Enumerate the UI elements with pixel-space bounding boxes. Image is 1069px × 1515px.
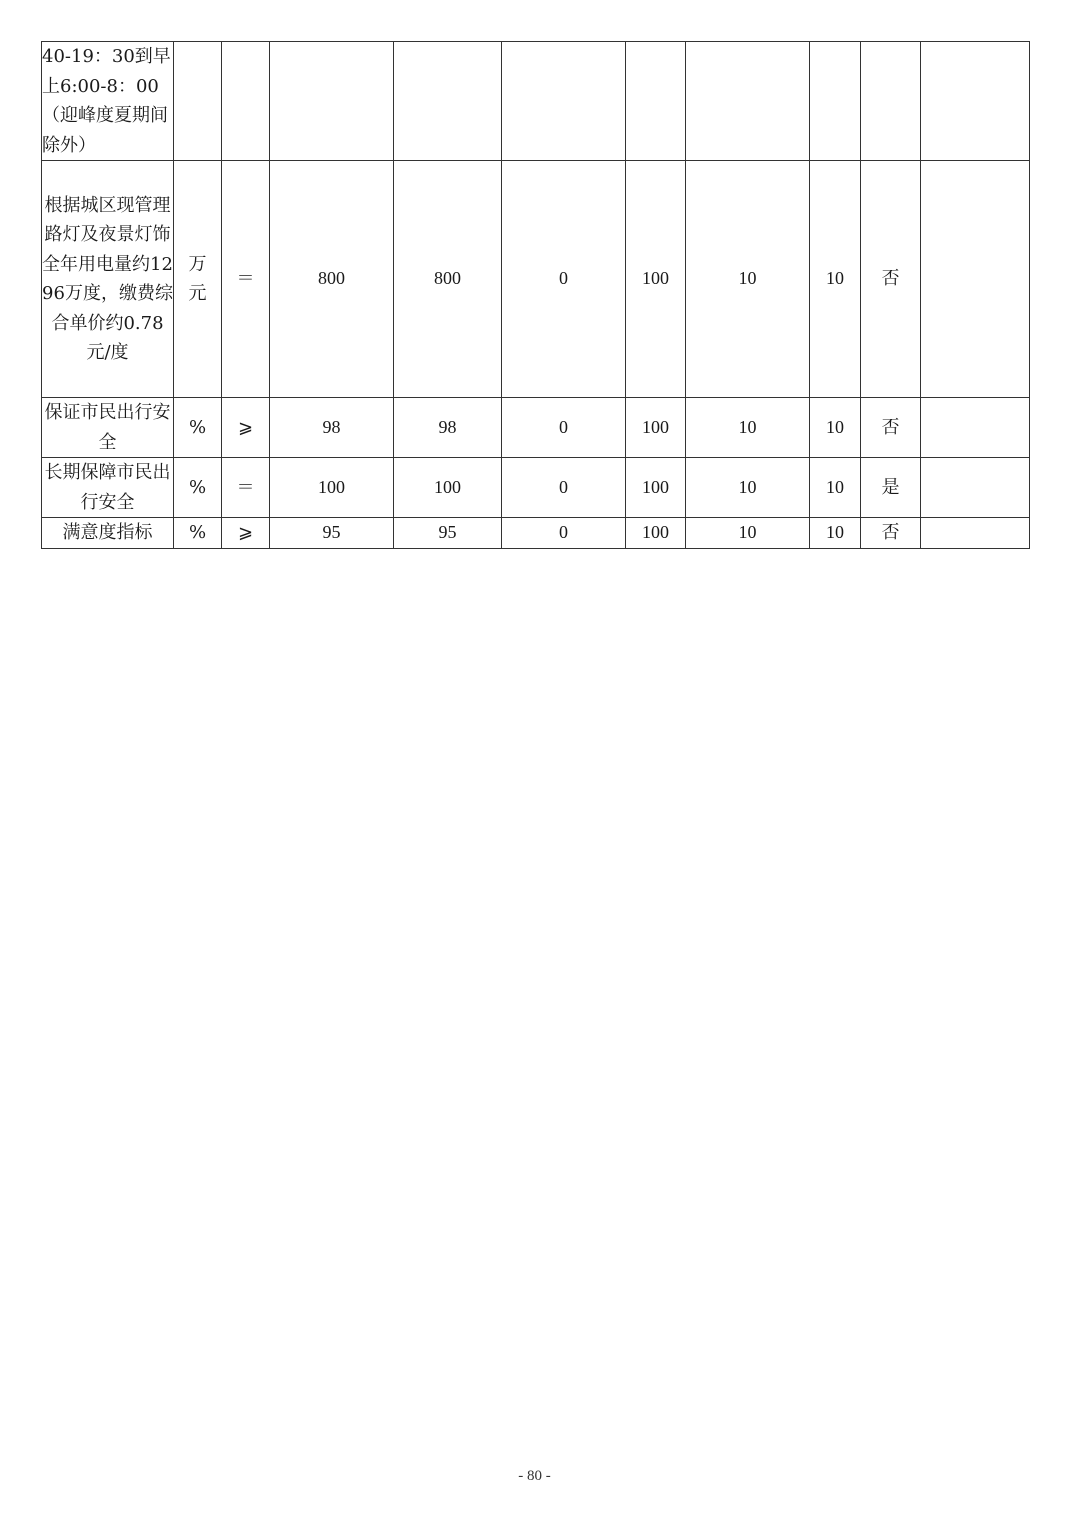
full-score-cell: 10 — [686, 518, 810, 549]
score-cell — [810, 42, 861, 161]
actual-value-cell: 98 — [394, 398, 502, 458]
table-row — [42, 398, 1030, 458]
core-indicator-cell: 否 — [861, 161, 921, 398]
indicator-description-cell — [42, 398, 174, 458]
performance-indicator-table — [41, 41, 1030, 549]
remark-cell — [921, 518, 1030, 549]
annual-target-cell: 95 — [270, 518, 394, 549]
deviation-cell: 0 — [502, 518, 626, 549]
table-row — [42, 161, 1030, 398]
deviation-cell: 0 — [502, 398, 626, 458]
full-score-cell: 10 — [686, 161, 810, 398]
indicator-description-cell — [42, 161, 174, 398]
deviation-cell — [502, 42, 626, 161]
annual-target-cell: 98 — [270, 398, 394, 458]
actual-value-cell — [394, 42, 502, 161]
deviation-cell: 0 — [502, 161, 626, 398]
indicator-description: 保证市民出行安全 — [44, 402, 171, 453]
weight-cell: 100 — [626, 161, 686, 398]
remark-cell — [921, 161, 1030, 398]
operator-cell: ⩾ — [222, 518, 270, 549]
indicator-description: 长期保障市民出行安全 — [44, 462, 171, 513]
remark-cell — [921, 398, 1030, 458]
unit-cell — [174, 161, 222, 398]
table-row — [42, 42, 1030, 161]
score-cell: 10 — [810, 161, 861, 398]
indicator-description: 满意度指标 — [62, 522, 153, 544]
indicator-description: 40-19：30到早上6:00-8：00（迎峰度夏期间除外） — [42, 46, 171, 156]
operator-cell — [222, 42, 270, 161]
page-number: - 80 - — [518, 1468, 551, 1484]
table-row — [42, 518, 1030, 549]
actual-value-cell: 100 — [394, 458, 502, 518]
indicator-description-cell — [42, 458, 174, 518]
operator-cell: ⩾ — [222, 398, 270, 458]
operator-cell: ＝ — [222, 161, 270, 398]
weight-cell — [626, 42, 686, 161]
annual-target-cell: 100 — [270, 458, 394, 518]
core-indicator-cell — [861, 42, 921, 161]
core-indicator-cell: 否 — [861, 518, 921, 549]
core-indicator-cell: 否 — [861, 398, 921, 458]
unit-cell — [174, 42, 222, 161]
annual-target-cell: 800 — [270, 161, 394, 398]
actual-value-cell: 95 — [394, 518, 502, 549]
weight-cell: 100 — [626, 458, 686, 518]
unit-text: 万元 — [188, 253, 207, 304]
weight-cell: 100 — [626, 398, 686, 458]
remark-cell — [921, 42, 1030, 161]
indicator-description-cell — [42, 518, 174, 549]
operator-cell: ＝ — [222, 458, 270, 518]
full-score-cell: 10 — [686, 398, 810, 458]
indicator-description: 根据城区现管理路灯及夜景灯饰全年用电量约1296万度，缴费综合单价约0.78元/度 — [42, 194, 173, 363]
score-cell: 10 — [810, 458, 861, 518]
actual-value-cell: 800 — [394, 161, 502, 398]
full-score-cell — [686, 42, 810, 161]
score-cell: 10 — [810, 518, 861, 549]
unit-cell: % — [174, 398, 222, 458]
remark-cell — [921, 458, 1030, 518]
full-score-cell: 10 — [686, 458, 810, 518]
weight-cell: 100 — [626, 518, 686, 549]
unit-cell: % — [174, 458, 222, 518]
unit-cell: % — [174, 518, 222, 549]
indicator-description-cell — [42, 42, 174, 161]
annual-target-cell — [270, 42, 394, 161]
deviation-cell: 0 — [502, 458, 626, 518]
core-indicator-cell: 是 — [861, 458, 921, 518]
score-cell: 10 — [810, 398, 861, 458]
table-row — [42, 458, 1030, 518]
